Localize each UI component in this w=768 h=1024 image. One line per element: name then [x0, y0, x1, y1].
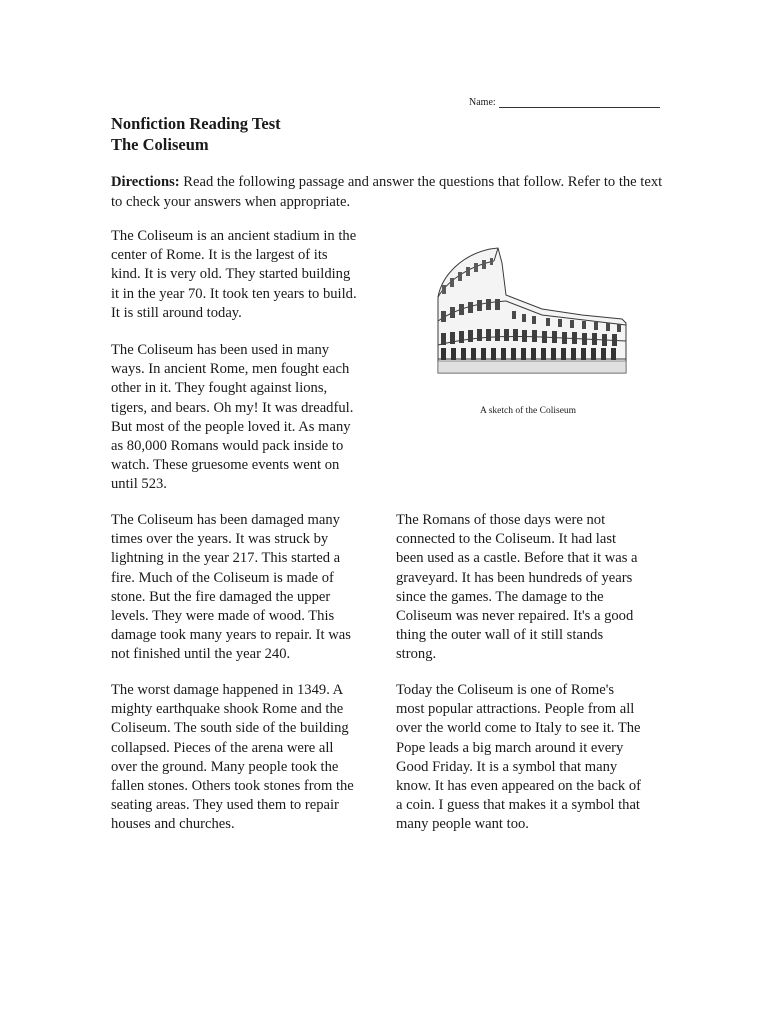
test-title: Nonfiction Reading Test — [111, 114, 281, 133]
name-field[interactable] — [469, 97, 660, 108]
page-title — [111, 113, 281, 155]
directions — [111, 172, 671, 212]
figure-caption: A sketch of the Coliseum — [480, 406, 577, 416]
passage-paragraph-5: The Romans of those days were not connected to the Coliseum. It had last been used as a castle. Before that it was a graveyard. It has been hundreds of years since the games. The damage to the Coliseum was never repaired. It's a good thing the outer wall of it still stands strong. — [396, 512, 638, 663]
passage-paragraph-4: The worst damage happened in 1349. A mighty earthquake shook Rome and the Coliseum. The south side of the building collapsed. Pieces of the arena were all over the ground. Many people took the fallen stones. Others took stones from the seating areas. They used them to repair houses and churches. — [111, 682, 354, 833]
passage-paragraph-1: The Coliseum is an ancient stadium in the center of Rome. It is the largest of its kind. It is very old. They started building it in the year 70. It took ten years to build. It is still around today. — [111, 228, 357, 321]
directions-text: Read the following passage and answer the questions that follow. Refer to the text to check your answers when appropriate. — [111, 174, 663, 210]
passage-title: The Coliseum — [111, 135, 209, 154]
name-label: Name: — [469, 97, 496, 108]
passage-paragraph-2: The Coliseum has been used in many ways. In ancient Rome, men fought each other in it. They fought against lions, tigers, and bears. Oh my! It was dreadful. But most of the people loved it. As many as 80,000 Romans would pack inside to watch. These gruesome events went on until 523. — [111, 342, 354, 493]
directions-label: Directions: — [111, 174, 180, 190]
passage-paragraph-3: The Coliseum has been damaged many times over the years. It was struck by lightning in the year 217. This started a fire. Much of the Coliseum is made of stone. But the fire damaged the upper levels. They were made of wood. This damage took many years to repair. It was not finished until the year 240. — [111, 512, 351, 663]
coliseum-sketch-image — [432, 245, 632, 380]
passage-paragraph-6: Today the Coliseum is one of Rome's most popular attractions. People from all over the world come to Italy to see it. The Pope leads a big march around it every Good Friday. It is a symbol that many know. It has even appeared on the back of a coin. I guess that makes it a symbol that many people want too. — [396, 682, 642, 833]
name-blank-line[interactable] — [499, 97, 660, 108]
